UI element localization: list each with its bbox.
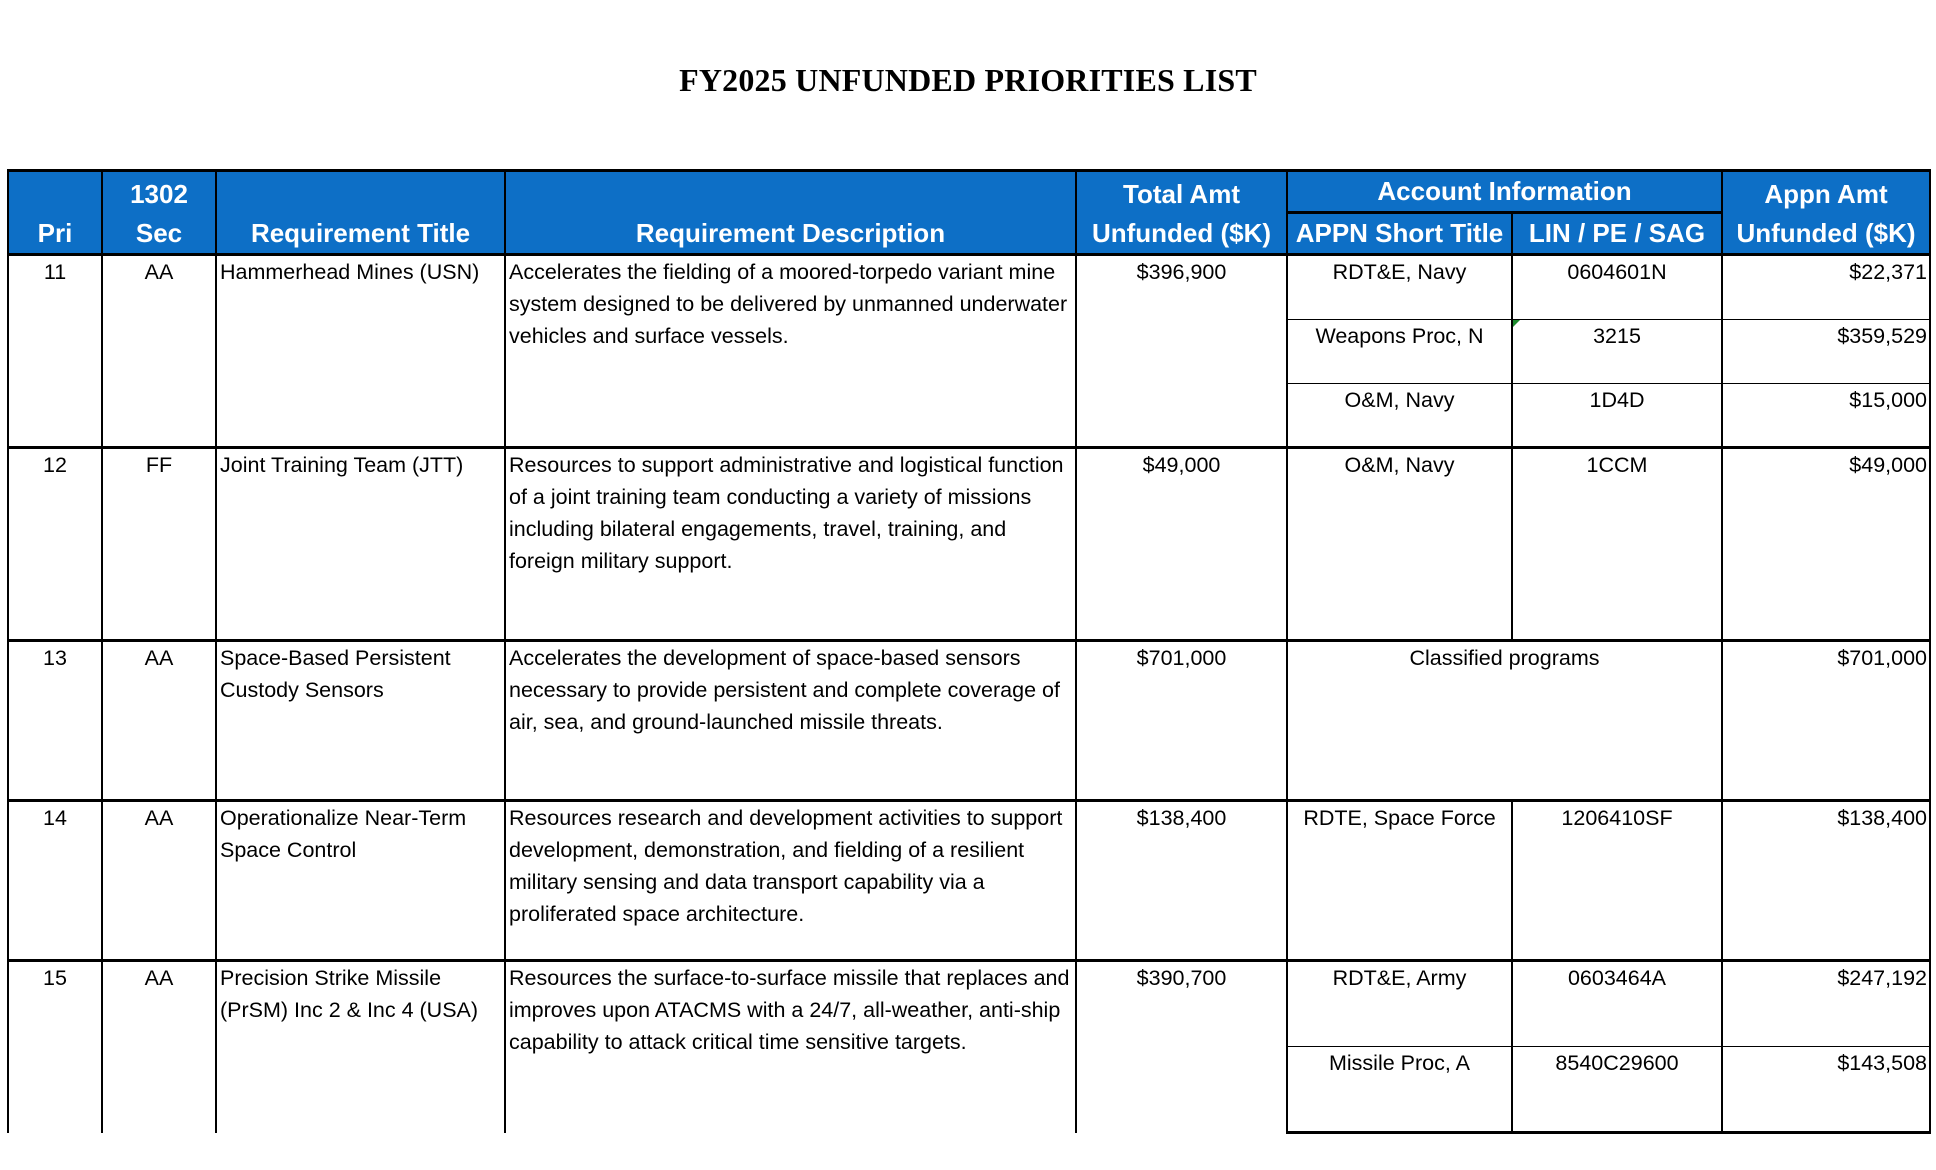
appn-amount-cell: $247,192 [1722,961,1930,1047]
page-title: FY2025 UNFUNDED PRIORITIES LIST [679,62,1257,98]
table-row [8,255,1930,320]
appn-amount-cell: $15,000 [1722,384,1930,448]
sec-cell: AA [102,641,216,801]
total-amount-cell: $701,000 [1076,641,1287,801]
requirement-title-cell: Space-Based Persistent Custody Sensors [216,641,505,801]
total-amount-cell: $138,400 [1076,801,1287,961]
pri-cell: 12 [8,448,102,641]
lin-pe-sag-cell: 8540C29600 [1512,1047,1722,1133]
sec-cell: FF [102,448,216,641]
appn-short-title-cell: RDTE, Space Force [1287,801,1512,961]
lin-pe-sag-cell: 0604601N [1512,255,1722,320]
appn-amount-cell: $22,371 [1722,255,1930,320]
sec-cell: AA [102,801,216,961]
lin-pe-sag-cell: 1206410SF [1512,801,1722,961]
pri-cell: 15 [8,961,102,1133]
table-body [8,255,1930,1133]
header-sec [102,171,216,255]
header-account-information: Account Information [1287,171,1722,213]
appn-amount-cell: $143,508 [1722,1047,1930,1133]
appn-short-title-cell: Weapons Proc, N [1287,320,1512,384]
requirement-title-cell: Operationalize Near-Term Space Control [216,801,505,961]
header-total-amount [1076,171,1287,255]
requirement-title-cell: Hammerhead Mines (USN) [216,255,505,448]
header-requirement-description: Requirement Description [505,171,1076,255]
requirement-description-cell: Accelerates the fielding of a moored-torpedo variant mine system designed to be delivered by unmanned underwater vehicles and surface vessels. [505,255,1076,448]
table-row [8,448,1930,641]
header-appn-amount [1722,171,1930,255]
lin-pe-sag-cell: 0603464A [1512,961,1722,1047]
header-total-top: Total Amt [1123,179,1240,209]
appn-short-title-cell: Missile Proc, A [1287,1047,1512,1133]
header-appn-short-title: APPN Short Title [1287,213,1512,255]
sec-cell: AA [102,255,216,448]
appn-amount-cell: $49,000 [1722,448,1930,641]
classified-programs-cell: Classified programs [1287,641,1722,801]
header-requirement-title: Requirement Title [216,171,505,255]
table-row [8,801,1930,961]
appn-amount-cell: $701,000 [1722,641,1930,801]
appn-short-title-cell: O&M, Navy [1287,448,1512,641]
total-amount-cell: $49,000 [1076,448,1287,641]
appn-amount-cell: $138,400 [1722,801,1930,961]
total-amount-cell: $390,700 [1076,961,1287,1133]
pri-cell: 14 [8,801,102,961]
pri-cell: 13 [8,641,102,801]
lin-pe-sag-cell [1512,320,1722,384]
appn-short-title-cell: O&M, Navy [1287,384,1512,448]
lin-pe-sag-value: 3215 [1593,324,1641,348]
appn-amount-cell: $359,529 [1722,320,1930,384]
header-sec-bottom: Sec [135,218,183,248]
header-appn-amt-top: Appn Amt [1764,179,1888,209]
lin-pe-sag-cell: 1CCM [1512,448,1722,641]
unfunded-priorities-table [7,169,1931,1134]
sec-cell: AA [102,961,216,1133]
requirement-description-cell: Resources the surface-to-surface missile that replaces and improves upon ATACMS with a 24/7, all-weather, anti-ship capability to attack critical time sensitive targets. [505,961,1076,1133]
header-total-bottom: Unfunded ($K) [1091,218,1272,248]
table-header [8,171,1930,255]
appn-short-title-cell: RDT&E, Army [1287,961,1512,1047]
requirement-description-cell: Resources research and development activities to support development, demonstration, and fielding of a resilient military sensing and data transport capability via a proliferated space architecture. [505,801,1076,961]
header-sec-top: 1302 [130,179,188,209]
requirement-title-cell: Joint Training Team (JTT) [216,448,505,641]
lin-pe-sag-cell: 1D4D [1512,384,1722,448]
header-pri: Pri [8,171,102,255]
table-row [8,961,1930,1047]
pri-cell: 11 [8,255,102,448]
total-amount-cell: $396,900 [1076,255,1287,448]
requirement-description-cell: Resources to support administrative and logistical function of a joint training team conducting a variety of missions including bilateral engagements, travel, training, and foreign military support. [505,448,1076,641]
cell-comment-marker [1513,320,1520,327]
header-lin-pe-sag: LIN / PE / SAG [1512,213,1722,255]
appn-short-title-cell: RDT&E, Navy [1287,255,1512,320]
header-appn-amt-bottom: Unfunded ($K) [1736,218,1916,248]
requirement-title-cell: Precision Strike Missile (PrSM) Inc 2 & Inc 4 (USA) [216,961,505,1133]
table-row [8,641,1930,801]
requirement-description-cell: Accelerates the development of space-based sensors necessary to provide persistent and complete coverage of air, sea, and ground-launched missile threats. [505,641,1076,801]
